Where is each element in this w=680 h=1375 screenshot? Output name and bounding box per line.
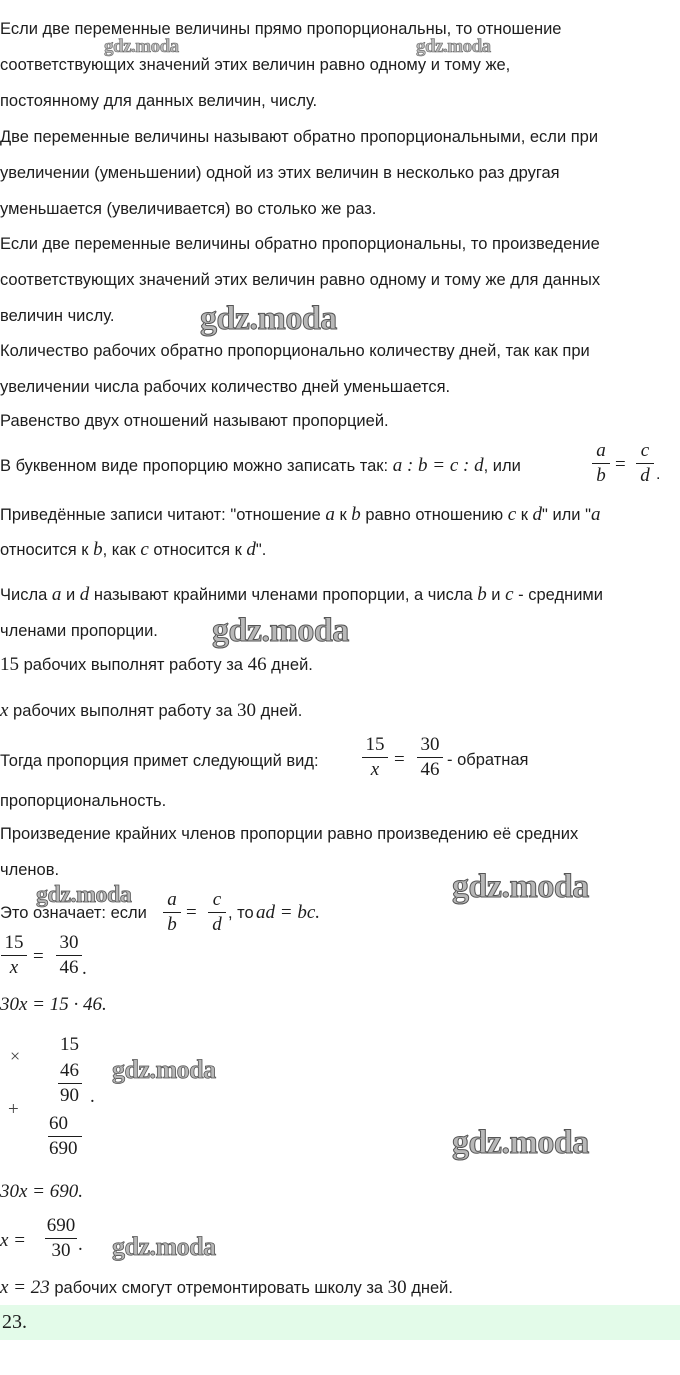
fraction-c-d [636,440,654,487]
period: . [656,466,661,483]
text-line: членов. [0,861,60,879]
text-span: к [334,506,352,524]
math-var: b [93,539,103,560]
period: . [78,1234,83,1255]
text-line [0,1278,680,1298]
text-span: ". [255,541,267,559]
text-span: относится к [0,541,94,559]
equation: 30x = 15 · 46. [0,994,107,1015]
column-row: 60 [49,1113,68,1134]
text-span: Приведённые записи читают: "отношение [0,506,326,524]
math-var: b [477,584,487,605]
fraction-690-30 [45,1215,77,1262]
math-expr: ad = bc. [256,902,321,923]
numerator: 30 [59,932,79,953]
denominator: x [370,759,380,780]
text-line: Равенство двух отношений называют пропорцией. [0,412,389,430]
text-line: увеличении (уменьшении) одной из этих величин в несколько раз другая [0,164,560,182]
denominator: 46 [420,759,440,780]
fraction-a-b [592,440,610,487]
math-var: c [507,504,517,525]
column-row: 90 [60,1085,79,1106]
period: . [90,1086,95,1107]
fraction-bar [417,757,443,758]
fraction-bar [636,463,654,464]
text-span: , или [483,457,521,475]
number: 30 [237,700,256,721]
numerator: 15 [4,932,24,953]
math-var: c [505,584,514,605]
denominator: b [167,914,177,935]
plus-sign: + [8,1099,19,1120]
watermark: gdz.moda [212,612,349,649]
text-span: , то [228,904,254,922]
text-span: называют крайними членами пропорции, а числа [89,586,478,604]
denominator: 30 [51,1240,71,1261]
text-span: дней. [406,1279,453,1297]
text-line [0,505,680,525]
denominator: d [212,914,222,935]
text-line: Произведение крайних членов пропорции равно произведению её средних [0,825,579,843]
text-span: и [486,586,506,604]
math-var: x [0,700,9,721]
column-line [58,1083,82,1084]
text-line [0,540,680,560]
numerator: a [596,440,606,461]
math-var: a [590,504,601,525]
text-span: Тогда пропорция примет следующий вид: [0,752,319,770]
text-span: В буквенном виде пропорцию можно записать так: [0,457,393,475]
fraction-bar [362,757,388,758]
text-span: дней. [256,702,303,720]
column-row: 690 [49,1138,78,1159]
math-expr: a : b = c : d [392,455,484,476]
fraction-bar [592,463,610,464]
math-var: c [140,539,149,560]
watermark: gdz.moda [104,36,179,57]
text-line [0,585,680,605]
fraction-bar [1,955,27,956]
text-line: Две переменные величины называют обратно пропорциональными, если при [0,128,599,146]
numerator: c [212,889,222,910]
times-sign: × [10,1046,21,1066]
math-var: d [79,584,90,605]
math-expr: x = 23 [0,1277,50,1298]
watermark: gdz.moda [200,300,337,337]
text-span: и [61,586,80,604]
text-line [0,701,680,721]
text-span: рабочих выполнят работу за [8,702,237,720]
number: 30 [387,1277,407,1298]
fraction-30-46 [56,932,82,979]
equation: x = [0,1230,27,1251]
math-var: a [51,584,62,605]
fraction-bar [45,1238,77,1239]
fraction-bar [163,912,181,913]
text-span: , как [102,541,141,559]
column-row: 15 [60,1034,79,1055]
period: . [82,958,87,979]
numerator: 30 [420,734,440,755]
text-span: " или " [542,506,591,524]
fraction-c-d [208,889,226,936]
equals-sign: = [33,946,44,967]
fraction-30-46 [417,734,443,781]
column-row: 46 [60,1060,79,1081]
text-span: рабочих смогут отремонтировать школу за [49,1279,388,1297]
text-line [0,655,680,675]
fraction-15-x [1,932,27,979]
denominator: d [640,465,650,486]
text-line: Если две переменные величины обратно пропорциональны, то произведение [0,235,600,253]
equation: 30x = 690. [0,1181,84,1202]
number: 46 [247,654,267,675]
text-line: величин числу. [0,307,115,325]
denominator: x [9,957,19,978]
fraction-bar [208,912,226,913]
math-var: d [532,504,543,525]
number: 15 [0,654,19,675]
watermark: gdz.moda [452,868,589,905]
text-line [0,751,680,771]
proportion-line [0,456,680,476]
text-line: соответствующих значений этих величин равно одному и тому же для данных [0,271,601,289]
numerator: 15 [365,734,385,755]
text-span: к [516,506,533,524]
denominator: b [596,465,606,486]
text-line: Если две переменные величины прямо пропорциональны, то отношение [0,20,562,38]
text-line: Количество рабочих обратно пропорционально количеству дней, так как при [0,342,590,360]
numerator: c [640,440,650,461]
text-line: постоянному для данных величин, числу. [0,92,318,110]
text-span: дней. [266,656,313,674]
watermark: gdz.moda [36,882,132,908]
math-var: d [246,539,256,560]
fraction-15-x [362,734,388,781]
fraction-bar [56,955,82,956]
watermark: gdz.moda [452,1124,589,1161]
text-line: уменьшается (увеличивается) во столько же раз. [0,200,377,218]
equals-sign: = [394,749,405,770]
fraction-a-b [163,889,181,936]
text-span: Это означает: если [0,904,147,922]
text-line: пропорциональность. [0,792,167,810]
numerator: a [167,889,177,910]
text-span: относится к [148,541,247,559]
math-var: b [351,504,361,525]
text-span: Числа [0,586,52,604]
text-line: увеличении числа рабочих количество дней уменьшается. [0,378,451,396]
text-line: соответствующих значений этих величин равно одному и тому же, [0,56,511,74]
text-span: рабочих выполнят работу за [19,656,248,674]
numerator: 690 [46,1215,76,1236]
math-var: a [325,504,335,525]
equals-sign: = [186,902,197,923]
denominator: 46 [59,957,79,978]
text-span: равно отношению [360,506,508,524]
watermark: gdz.moda [112,1232,216,1261]
column-line [48,1136,82,1137]
answer-box [0,1305,680,1340]
text-span: - средними [513,586,603,604]
watermark: gdz.moda [112,1055,216,1084]
text-span: - обратная [447,751,529,769]
answer-value: 23. [2,1311,27,1333]
equals-sign: = [615,454,626,475]
text-line: членами пропорции. [0,622,158,640]
watermark: gdz.moda [416,36,491,57]
